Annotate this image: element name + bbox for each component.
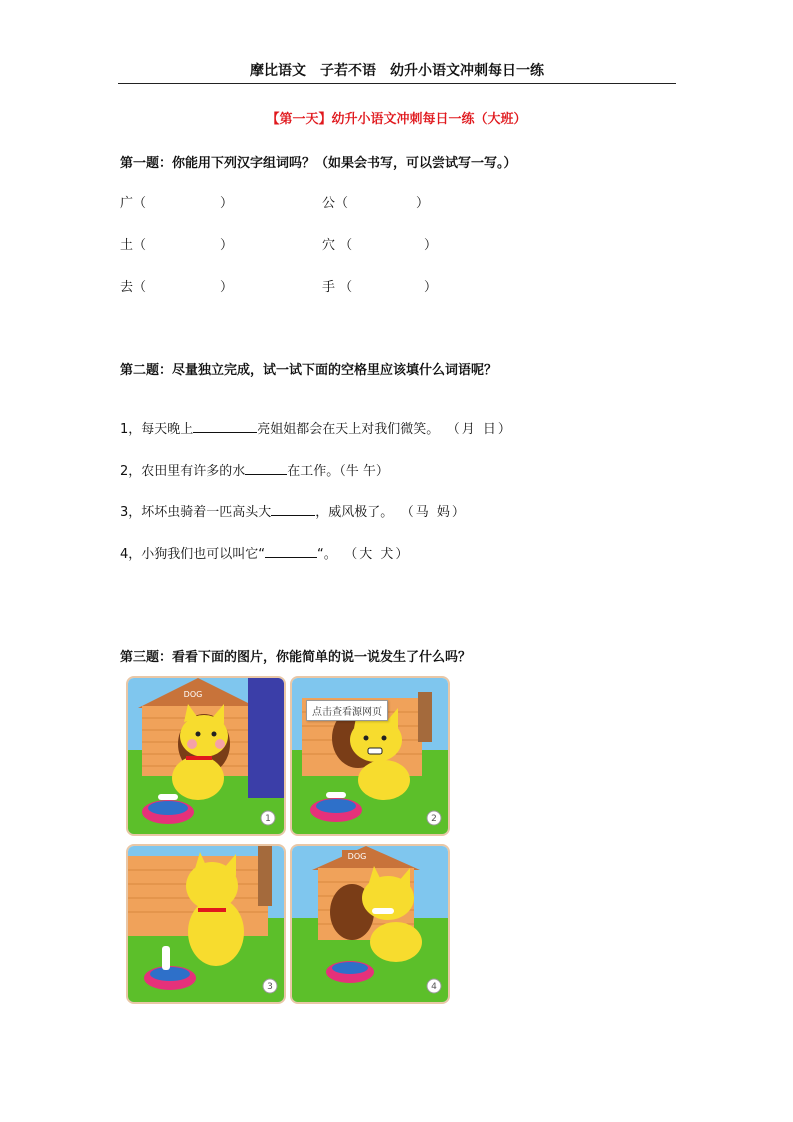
paren-close: ） bbox=[220, 196, 234, 211]
story-panel-4 bbox=[290, 844, 450, 1004]
sentence-text: “。 bbox=[317, 547, 337, 562]
story-panel-3 bbox=[126, 844, 286, 1004]
hint-chars: （月 日） bbox=[453, 422, 513, 437]
page-header: 摩比语文 子若不语 幼升小语文冲刺每日一练 bbox=[250, 63, 544, 79]
story-panel-1 bbox=[126, 676, 286, 836]
paren-close: ） bbox=[220, 280, 234, 295]
sentence-1 bbox=[120, 418, 513, 437]
svg-text:2: 2 bbox=[431, 814, 437, 824]
paren-close: ） bbox=[220, 238, 234, 253]
header-divider bbox=[118, 83, 676, 84]
dog-burying-bone-illustration bbox=[128, 846, 284, 1002]
sentence-text: 亮姐姐都会在天上对我们微笑。 bbox=[257, 422, 440, 437]
story-picture-grid bbox=[126, 676, 452, 1006]
word-right: 穴 （ bbox=[322, 238, 353, 253]
svg-text:DOG: DOG bbox=[347, 852, 367, 861]
dog-doghouse-illustration bbox=[128, 678, 284, 834]
fill-blank[interactable] bbox=[265, 545, 317, 558]
sentence-text: ，威风极了。 bbox=[315, 505, 394, 520]
sentence-text: 2，农田里有许多的水 bbox=[120, 464, 246, 479]
question-1-title: 第一题：你能用下列汉字组词吗？（如果会书写，可以尝试写一写。） bbox=[120, 156, 517, 171]
paren-close: ） bbox=[424, 238, 438, 253]
svg-text:3: 3 bbox=[267, 982, 273, 992]
dog-with-bone-illustration bbox=[292, 846, 448, 1002]
question-3-title: 第三题：看看下面的图片，你能简单的说一说发生了什么吗？ bbox=[120, 650, 472, 665]
sentence-text: 3，坏坏虫骑着一匹高头大 bbox=[120, 505, 272, 520]
sentence-text: 在工作。（牛 午） bbox=[287, 464, 389, 479]
hint-chars: （大 犬） bbox=[350, 547, 411, 562]
sentence-4 bbox=[120, 543, 410, 562]
word-left: 广（ bbox=[120, 196, 147, 211]
sentence-3 bbox=[120, 501, 467, 520]
view-source-tooltip[interactable]: 点击查看源网页 bbox=[306, 700, 388, 721]
svg-text:4: 4 bbox=[431, 982, 437, 992]
paren-close: ） bbox=[424, 280, 438, 295]
paren-close: ） bbox=[416, 196, 430, 211]
word-left: 土（ bbox=[120, 238, 147, 253]
fill-blank[interactable] bbox=[271, 503, 315, 516]
word-right: 公（ bbox=[322, 196, 349, 211]
word-left: 去（ bbox=[120, 280, 147, 295]
sentence-text: 1，每天晚上 bbox=[120, 422, 194, 437]
fill-blank[interactable] bbox=[193, 420, 257, 433]
word-right: 手 （ bbox=[322, 280, 353, 295]
sentence-2 bbox=[120, 460, 389, 479]
day-title: 【第一天】幼升小语文冲刺每日一练（大班） bbox=[266, 112, 527, 127]
sentence-text: 4，小狗我们也可以叫它“ bbox=[120, 547, 266, 562]
fill-blank[interactable] bbox=[245, 462, 287, 475]
svg-text:DOG: DOG bbox=[183, 690, 203, 699]
question-2-title: 第二题：尽量独立完成，试一试下面的空格里应该填什么词语呢？ bbox=[120, 363, 498, 378]
hint-chars: （马 妈） bbox=[407, 505, 467, 520]
svg-text:1: 1 bbox=[265, 814, 271, 824]
